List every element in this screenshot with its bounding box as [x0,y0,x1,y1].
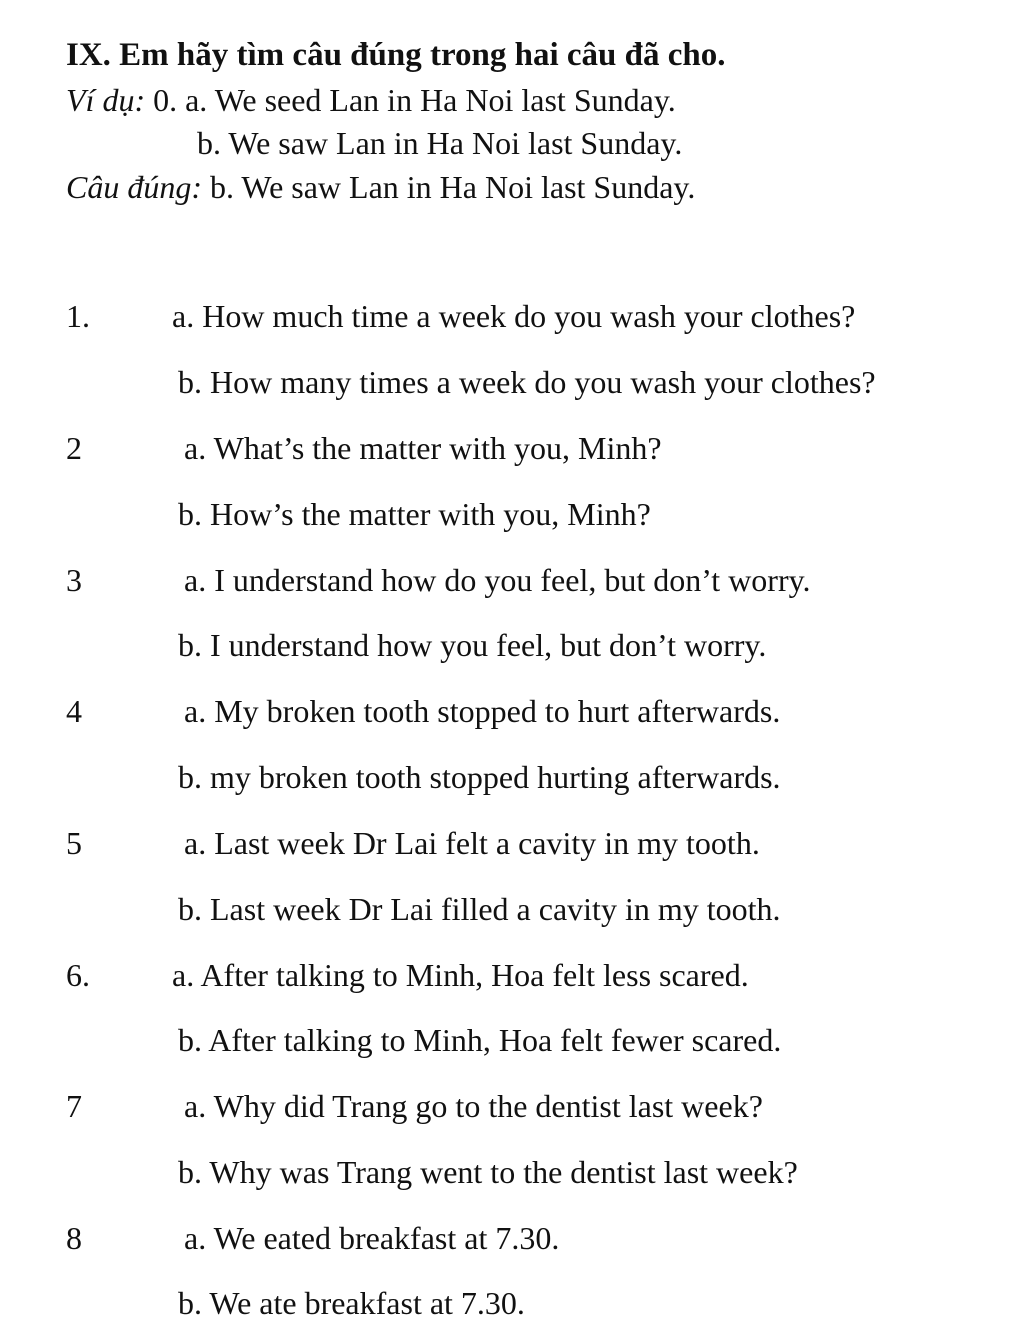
answer-text: b. We saw Lan in Ha Noi last Sunday. [210,169,696,205]
item-number: 6. [66,957,90,993]
item-number: 5 [66,825,82,861]
item-option-b: b. We ate breakfast at 7.30. [178,1285,525,1321]
item-number: 3 [66,562,82,598]
example-option-b: b. We saw Lan in Ha Noi last Sunday. [197,125,683,161]
item-option-b: b. Last week Dr Lai filled a cavity in my tooth. [178,891,781,927]
item-number: 7 [66,1088,82,1124]
example-answer-line [66,167,695,207]
example-option-a: 0. a. We seed Lan in Ha Noi last Sunday. [153,82,676,118]
item-option-b: b. How’s the matter with you, Minh? [178,496,651,532]
item-number: 2 [66,430,82,466]
item-number: 8 [66,1220,82,1256]
item-option-b: b. After talking to Minh, Hoa felt fewer scared. [178,1022,782,1058]
item-option-b: b. Why was Trang went to the dentist last week? [178,1154,798,1190]
item-option-b: b. my broken tooth stopped hurting afterwards. [178,759,781,795]
item-option-a: a. How much time a week do you wash your clothes? [172,298,856,334]
item-option-b: b. How many times a week do you wash your clothes? [178,364,876,400]
item-option-a: a. My broken tooth stopped to hurt afterwards. [184,693,781,729]
example-label: Ví dụ: [66,82,146,118]
item-option-a: a. Last week Dr Lai felt a cavity in my tooth. [184,825,760,861]
exercise-heading: IX. Em hãy tìm câu đúng trong hai câu đã cho. [66,37,726,73]
item-number: 1. [66,298,90,334]
item-option-a: a. Why did Trang go to the dentist last week? [184,1088,763,1124]
answer-label: Câu đúng: [66,169,202,205]
example-line-a [66,80,676,120]
item-option-a: a. What’s the matter with you, Minh? [184,430,662,466]
item-option-a: a. We eated breakfast at 7.30. [184,1220,560,1256]
item-number: 4 [66,693,82,729]
item-option-b: b. I understand how you feel, but don’t worry. [178,627,767,663]
item-option-a: a. I understand how do you feel, but don’t worry. [184,562,811,598]
item-option-a: a. After talking to Minh, Hoa felt less scared. [172,957,749,993]
